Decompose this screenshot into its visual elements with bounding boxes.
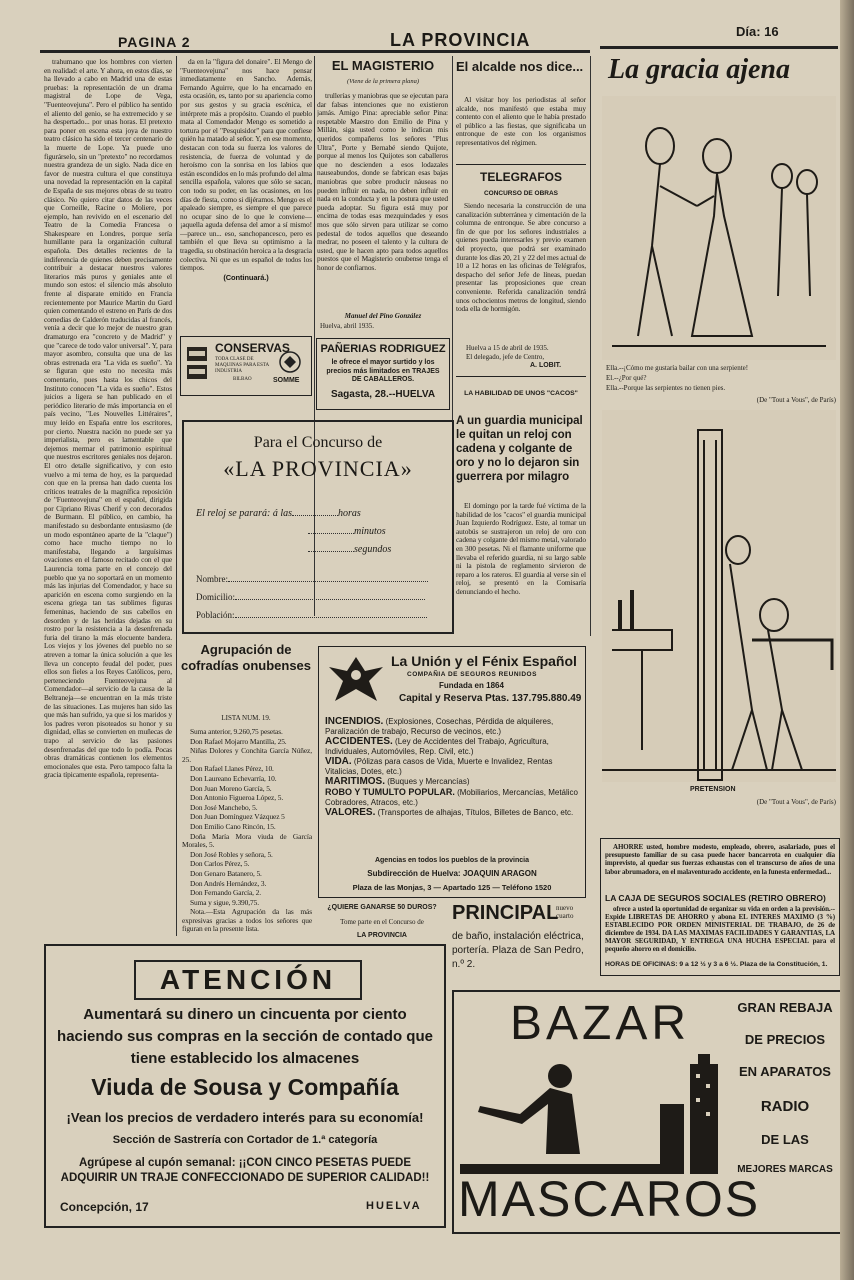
column-divider bbox=[452, 56, 453, 426]
panerias-text: le ofrece el mayor surtido y los precios más limitados en TRAJES DE CABALLEROS. bbox=[326, 359, 440, 383]
union-item-text: (Explosiones, Cosechas, Pérdida de alquileres, Paralización de trabajo, Recurso de vecinos, etc.) bbox=[325, 717, 554, 736]
alcalde-title: El alcalde nos dice... bbox=[456, 59, 584, 74]
atencion-company: Viuda de Sousa y Compañía bbox=[91, 1074, 399, 1100]
concurso-paper: «LA PROVINCIA» bbox=[223, 456, 413, 481]
header-rule-right bbox=[600, 46, 838, 49]
caja-hours: HORAS DE OFICINAS: 9 a 12 ½ y 3 a 6 ½. Plaza de la Constitución, 1. bbox=[605, 961, 828, 968]
article-text: Al visitar hoy los periodistas al señor alcalde, nos manifestó que estaba muy contento con el aliento que le había prestado el público a las fiestas, que significaba un entronque de este con los organismos representativos del régimen. bbox=[456, 96, 586, 147]
union-item-head: ROBO Y TUMULTO POPULAR. bbox=[325, 787, 455, 797]
somme-logo bbox=[277, 351, 303, 373]
gracia-caption-2: El.--¿Por qué? bbox=[606, 374, 647, 382]
atencion-address: Concepción, 17 bbox=[60, 1200, 149, 1214]
poblacion-label: Población: bbox=[196, 610, 235, 620]
bazar-aparatos: EN APARATOS bbox=[739, 1064, 831, 1079]
union-item-text: (Mobiliarios, Mercancías, Metálico Cobradores, Atracos, etc.) bbox=[325, 788, 579, 807]
union-item bbox=[325, 737, 579, 757]
phoenix-emblem-icon bbox=[325, 651, 387, 707]
union-subdir: Subdirección de Huelva: JOAQUIN ARAGON bbox=[367, 869, 537, 878]
telegrafos-role: El delegado, jefe de Centro, bbox=[466, 353, 545, 361]
minutos-row bbox=[308, 526, 386, 537]
telegrafos-sign: A. LOBIT. bbox=[530, 362, 562, 369]
caja-title: LA CAJA DE SEGUROS SOCIALES (RETIRO OBRERO) bbox=[605, 893, 826, 903]
caja-seguros-ad bbox=[600, 838, 840, 976]
cofradias-line: Don Genaro Batanero, 5. bbox=[190, 868, 262, 878]
union-item bbox=[325, 757, 579, 777]
telegrafos-sub: CONCURSO DE OBRAS bbox=[483, 190, 559, 197]
principal-text: de baño, instalación eléctrica, portería. Plaza de San Pedro, n.º 2. bbox=[452, 931, 584, 970]
cofradias-line: Don Antonio Figueroa López, 5. bbox=[190, 793, 284, 803]
bazar-de-las: DE LAS bbox=[761, 1132, 809, 1147]
panerias-address: Sagasta, 28.--HUELVA bbox=[330, 389, 436, 400]
atencion-line-3: tiene establecido los almacenes bbox=[130, 1050, 360, 1067]
union-item-head: VALORES. bbox=[325, 807, 376, 818]
article-column-2 bbox=[180, 58, 312, 328]
telegrafos-title: TELEGRAFOS bbox=[479, 170, 562, 184]
concurso-title: Para el Concurso de bbox=[253, 434, 383, 451]
cofradias-line: Don Carlos Pérez, 5. bbox=[190, 859, 250, 869]
bazar-precios: DE PRECIOS bbox=[744, 1032, 826, 1047]
segundos-label: segundos bbox=[354, 544, 392, 555]
union-item bbox=[325, 777, 579, 787]
cans-icon bbox=[185, 343, 211, 387]
conservas-city: BILBAO bbox=[233, 377, 252, 382]
cofradias-line: Don José Manchebo, 5. bbox=[190, 802, 258, 812]
poblacion-field[interactable] bbox=[235, 617, 427, 618]
segundos-row bbox=[308, 544, 391, 555]
atencion-line-2: haciendo sus compras en la sección de contado que bbox=[57, 1028, 433, 1045]
cofradias-line: Don Andrés Hernández, 3. bbox=[190, 878, 267, 888]
guardia-kicker: LA HABILIDAD DE UNOS "CACOS" bbox=[464, 390, 578, 397]
duros-paper: LA PROVINCIA bbox=[357, 932, 407, 939]
article-text: trullerías y maniobras que se ejecutan para dar falsas intenciones que no existieron jamás. Amigo Pina: apreciable señor Pina: respetable Maestro don Emilio de Pina y Millán, siga usted como le indican mis queridos compañeros los señores "Plus Ultra", Porte y Bernabé siendo Quijote, porque al menos los Quijotes son caballeros que no descienden a esos lodazales nauseabundos, donde se fabrican esas bajas maniobras que sobre producir náuseas no pueden influir en nada, no deben influir en nada en la conducta y en la postura que usted pueda adoptar. Su figura está muy por encima de todas esas mezquindades y esos mos que sólo sirven para utilizar se como pedestal de todos aquellos que deseando medrar, no poseen el talento y la cultura de usted, que le hacen apto para todos aquellos puestos que el Magisterio onubense tenga el honor de confiarnos. bbox=[317, 92, 448, 272]
union-address: Plaza de las Monjas, 3 — Apartado 125 — Teléfono 1520 bbox=[352, 883, 552, 892]
cofradias-list bbox=[182, 728, 312, 940]
bazar-illustration bbox=[460, 1054, 730, 1174]
gracia-caption-3: Ella.--Porque las serpientes no tienen pies. bbox=[606, 384, 726, 392]
guardia-title: A un guardia municipal le quitan un reloj con cadena y colgante de oro y no lo dejaron sin guerrera por milagro bbox=[456, 415, 583, 483]
dancing-couple-illustration bbox=[602, 96, 836, 360]
cofradias-line: Don Fernando García, 2. bbox=[190, 888, 261, 898]
union-title: La Unión y el Fénix Español bbox=[391, 653, 577, 669]
bazar-title: BAZAR bbox=[510, 997, 691, 1050]
nombre-label: Nombre: bbox=[196, 574, 228, 584]
union-fenix-ad bbox=[318, 646, 586, 898]
union-item bbox=[325, 787, 579, 808]
bazar-name: MASCAROS bbox=[458, 1171, 761, 1227]
atencion-cupon: Agrúpese al cupón semanal: ¡¡CON CINCO PESETAS PUEDE ADQUIRIR UN TRAJE CONFECCIONADO DE SUPERIOR CALIDAD!! bbox=[60, 1157, 430, 1184]
gracia-source-2: (De "Tout a Vous", de París) bbox=[756, 798, 836, 806]
gracia-title: La gracia ajena bbox=[608, 54, 790, 85]
union-item-head: MARITIMOS. bbox=[325, 776, 385, 787]
union-item bbox=[325, 808, 579, 818]
concurso-coupon[interactable] bbox=[182, 420, 454, 634]
conservas-title: CONSERVAS bbox=[215, 341, 290, 355]
section-rule bbox=[456, 164, 586, 165]
header-rule bbox=[40, 50, 590, 53]
masthead: LA PROVINCIA bbox=[390, 30, 531, 50]
cofradias-line: Don Emilio Cano Rincón, 15. bbox=[190, 821, 276, 831]
horas-label: horas bbox=[338, 508, 361, 519]
cofradias-line: Doña María Mora viuda de García Morales, 5. bbox=[182, 831, 312, 850]
panerias-ad bbox=[316, 338, 450, 410]
dance-cartoon bbox=[602, 96, 836, 360]
panerias-title: PAÑERIAS RODRIGUEZ bbox=[320, 343, 446, 355]
atencion-sastreria: Sección de Sastrería con Cortador de 1.ª categoría bbox=[112, 1134, 378, 1146]
union-item-head: VIDA. bbox=[325, 756, 352, 767]
union-founded: Fundada en 1864 bbox=[439, 681, 504, 690]
article-text: Siendo necesaria la construcción de una canalización subterránea y cimentación de la columna de entronque. Se abre concurso a fin de que por los señores industriales a quienes pueda interesarles y previo examen del proyecto, que podrá ser examinado durante los días 20, 21 y 22 del mes actual de 10 a 12 horas en las oficinas de Telégrafos, despacho del señor Jefe de líneas, puedan presentar las proposiciones que crean conveniente. Referida canalización tendrá unos ochocientos metros de longitud, siendo toda ella de hormigón. bbox=[456, 202, 586, 314]
pretension-cartoon bbox=[602, 410, 836, 782]
caja-intro bbox=[605, 843, 835, 891]
atencion-city: HUELVA bbox=[366, 1200, 422, 1212]
segundos-field[interactable] bbox=[308, 551, 354, 552]
somme-brand: SOMME bbox=[273, 377, 300, 384]
article-text: da en la "figura del donaire". El Mengo de "Fuenteovejuna" nos hace pensar inmediatamente en Sancho. Además, Fernando Aguirre, que lo ha encarnado en esta ocasión, es, tanto por su apariencia como por sus gestos y su gracia escénica, el intérprete más a propósito. Cuando el pueblo mata al Comendador Mengo es sometido a tortura por el "Pesquisidor" para que confiese quién ha matado al señor. Y, en ese momento, destacan con toda su fuerza los valores de resistencia, de fuerza de voluntad y de heroísmo con la sonrisa en los labios que están escondidos en lo más profundo del alma sencilla española, valores que sólo se sacan, con todo su poder, en las ocasiones, en los días de fiesta, como si dijéramos. Mengo es el apaleado siempre, es siempre el que parece no ocupar sino de lo que le conviene—¡aquella aguda defensa del amor a sí mismo!—parece un... eso, sanchopancesco, pero es también el que lleva su optimismo a la tragedia, su obstinación heroica a la desgracia colectiva. Ni que es un español de todos los tiempos. bbox=[180, 58, 312, 273]
cofradias-line: Don Rafael Mojarro Mantilla, 25. bbox=[190, 736, 287, 746]
cofradias-line: Don Rafael Llanes Pérez, 10. bbox=[190, 764, 274, 774]
domicilio-label: Domicilio: bbox=[196, 592, 235, 602]
union-item-text: (Pólizas para casos de Vida, Muerte e Invalidez, Rentas Vitalicias, Dotes, etc.) bbox=[325, 757, 553, 776]
duros-text: Tome parte en el Concurso de bbox=[340, 918, 424, 926]
union-items bbox=[325, 717, 579, 818]
domicilio-row bbox=[196, 592, 425, 602]
continued-label: (Continuará.) bbox=[223, 272, 269, 282]
magisterio-text bbox=[317, 92, 448, 310]
atencion-ad bbox=[44, 944, 446, 1228]
bazar-rebaja: GRAN REBAJA bbox=[737, 1000, 833, 1015]
pretension-caption: PRETENSION bbox=[690, 786, 736, 793]
gracia-caption-1: Ella.--¡Cómo me gustaría bailar con una serpiente! bbox=[606, 364, 749, 372]
horas-field[interactable] bbox=[292, 515, 338, 516]
nombre-field[interactable] bbox=[228, 581, 428, 582]
article-text: trahumano que los hombres con vierten en realidad: el arte. Y ahora, en estos días, se ha llevado a cabo en Madrid una de estas pruebas: la representación de un drama magistral de Lope de Vega, "Fuenteovejuna". Pero el público ha sentido el aliento del genio, se ha extremecido y se ha despertado... por unas horas. El pretexto para poner en escena esta joya de nuestro teatro clásico ha sido el tercer centenario de la muerte de Lope. Ya puede uno figurárselo, sin un "pretexto" no recordamos nuestra grandeza de un siglo. Nada dice en favor de nuestra cultura el que constituya una novedad la representación en la capital de España de sus mejores obras de su teatro clásico. No quiero citar datos de las veces que Corneille, Racine o Moliere, por ejemplo, han revivido en el escenario del Teatro de la Comedia Francesa o Shakespeare en Londres, porque sería humillante para la organización cultural española. Des detalles recientes de la indiferencia de quienes deben precisamente contribuir a destacar nuestros valores literarios más puros y geniales ante el mundo son estos: el silencio más absoluto frente al disparate emitido en Francia recientemente por Maurice Martin du Gard quien comentando el estreno en París de dos comedias de Calderón traducidas al francés, venía a decir que lo mejor de nuestro gran dramaturgo era "concreto y de Madrid" y que "carece de todo valor universal". Y, para mayor asombro, consulta que una de las obras estrenada era "La vida es sueño". Ya se figuran que esto no necesita más comentario, pues hasta los chicos del Instituto conocen "La vida es sueño". Estos juicios a ligera se han publicado en el periódico literario de más importancia en el país vecino, "Les Nouvelles Littéraires", muy leído en España entre los escritores, por cierto. Nuestra nación no puede ser ya imperialista, pero es lamentable que dejemos mermar el patrimonio espiritual que nuestros escritores geniales nos dejaron. El otro detalle significativo, y con esto vuelvo a mi tema de hoy, es la parquedad con que en la prensa han dado cuenta los críticos teatrales de la magnífica reposición de "Fuenteovejuna" en el español, dirigida por Cipriano Rivas Cherif y con decorados de Burmann. El público, en cambio, ha manifestado su desbordante entusiasmo (de un modo espontáneo aparte de la "claque") como hace mucho tiempo no lo manifestaba, llegando a larguísimas ovaciones en el famoso recitado con el que Laurencia toma parte en el concejo del pueblo que ya no soportará en un momento más las injurias del Comendador, y hace su aparición en escena como surgiendo en la escena griega tan tas sublimes figuras femeninas, haciendo de sus cabellos en desorden y de las heridas dejadas en su rostro por la resistencia a la desenfrenada furia del tirano la más elocuente bandera. Los viejos y los jóvenes del pueblo no se atreven a tomar la única solución a que les lleva un concepto feudal del poder, pues ellos son fieles a los Reyes Católicos, pero, perteneciendo Fuenteovejuna al Comendador—al servicio de la causa de la Beltraneja—se encuentran en la más triste de las situaciones. Las mujeres han sido las que más han sufrido, ya que si los maridos y los padres veron pisoteados su honor y su dignidad, ellas se convierten en muñecas de trapo al servicio de las pasiones desenfrenadas del que todo lo podía. Pocas obras dramáticas contienen los elementos emocionales que esta. Pero tampoco falta la gracia típicamente española, representa- bbox=[44, 58, 172, 780]
atencion-line-1: Aumentará su dinero un cincuenta por ciento bbox=[83, 1006, 407, 1023]
poblacion-row bbox=[196, 610, 427, 620]
bazar-radio: RADIO bbox=[760, 1098, 810, 1115]
union-capital: Capital y Reserva Ptas. 137.795.880.49 bbox=[399, 693, 582, 704]
telegrafos-date: Huelva a 15 de abril de 1935. bbox=[466, 344, 549, 352]
article-text: El domingo por la tarde fué víctima de la habilidad de los "cacos" el guardia municipal Juan Izquierdo Rodríguez. Este, al tomar un autobús se sustrajeron un reloj de oro con cadena y colgante del mismo metal, valorado en 300 pesetas. Ni el flamante uniforme que llevaba el referido guardia, ni su largo sable ni la pistola de reglamento sirvieron de reparo a los rateros. El guardia al verse sin el reloj, se presentó en la Comisaría denunciando el hecho. bbox=[456, 502, 586, 596]
duros-question: ¿QUIERE GANARSE 50 DUROS? bbox=[327, 904, 437, 911]
cofradias-title: Agrupación de cofradías onubenses bbox=[180, 642, 312, 673]
union-item bbox=[325, 717, 579, 737]
cofradias-line: Nota.—Esta Agrupación da las más expresivas gracias a todos los señores que figuran en la presente lista. bbox=[182, 907, 312, 934]
magisterio-subtitle: (Viene de la primera plana) bbox=[346, 78, 420, 85]
caja-body bbox=[605, 905, 835, 961]
conservas-ad bbox=[180, 336, 312, 396]
principal-title: PRINCIPAL bbox=[452, 902, 559, 924]
cofradias-line: Don Juan Domínguez Vázquez 5 bbox=[190, 812, 285, 822]
union-item-head: INCENDIOS. bbox=[325, 716, 384, 727]
concurso-clock-label bbox=[196, 508, 361, 519]
telegrafos-text bbox=[456, 202, 586, 342]
concurso-clock: El reloj se parará: á las bbox=[196, 508, 293, 519]
bazar-ad bbox=[452, 990, 844, 1234]
domicilio-field[interactable] bbox=[235, 599, 425, 600]
cofradias-line: Don Laureano Echevarría, 10. bbox=[190, 773, 277, 783]
atencion-slogan: ¡Vean los precios de verdadero interés para su economía! bbox=[66, 1110, 424, 1125]
page-number: PAGINA 2 bbox=[118, 34, 191, 50]
union-sub: COMPAÑIA DE SEGUROS REUNIDOS bbox=[407, 671, 537, 678]
conservas-sub: TODA CLASE DE MAQUINAS PARA ESTA INDUSTRIA bbox=[215, 357, 269, 374]
gracia-source-1: (De "Tout a Vous", de París) bbox=[756, 396, 836, 404]
atencion-title: ATENCIÓN bbox=[134, 960, 362, 1000]
cofradias-list-number: LISTA NUM. 19. bbox=[221, 714, 271, 722]
article-column-1 bbox=[44, 58, 172, 938]
union-agencies: Agencias en todos los pueblos de la provincia bbox=[374, 857, 530, 864]
union-item-text: (Transportes de alhajas, Títulos, Billetes de Banco, etc. bbox=[377, 808, 574, 817]
union-item-text: (Ley de Accidentes del Trabajo, Agricultura, Individuales, Automóviles, Rep. Civil, etc.) bbox=[325, 737, 549, 756]
cofradias-line: Niñas Dolores y Conchita García Núñez, 25. bbox=[182, 746, 312, 764]
cofradias-line: Suma y sigue, 9.390,75. bbox=[190, 897, 259, 907]
column-divider bbox=[590, 56, 591, 636]
union-item-head: ACCIDENTES. bbox=[325, 736, 393, 747]
guardia-text bbox=[456, 502, 586, 632]
minutos-field[interactable] bbox=[308, 533, 354, 534]
principal-nuevo: nuevo cuarto bbox=[556, 904, 574, 921]
pretension-illustration bbox=[602, 410, 836, 782]
magisterio-title: EL MAGISTERIO bbox=[331, 58, 435, 73]
magisterio-signature: Manuel del Pino González bbox=[344, 312, 422, 320]
caja-intro-text: AHORRE usted, hombre modesto, empleado, obrero, asalariado, pues el presupuesto familiar de su casa puede hacer bancarrota en cualquier día imprevisto, al quedar sus fuerzas exhaustas con el transcurso de años de una labor abrumadora, en el malaventurado accidente, en la funesta enfermedad... bbox=[605, 843, 835, 876]
alcalde-text bbox=[456, 96, 586, 162]
minutos-label: minutos bbox=[354, 526, 386, 537]
magisterio-place: Huelva, abril 1935. bbox=[320, 322, 375, 330]
cofradias-line: Don Juan Moreno García, 5. bbox=[190, 783, 272, 793]
page-day: Día: 16 bbox=[736, 24, 779, 39]
nombre-row bbox=[196, 574, 428, 584]
cofradias-line: Suma anterior, 9.260,75 pesetas. bbox=[190, 728, 283, 736]
bazar-marcas: MEJORES MARCAS bbox=[737, 1164, 833, 1175]
column-divider bbox=[176, 56, 177, 936]
caja-body-text: ofrece a usted la oportunidad de organizar su vida en orden a la previsión.--Expide LIBRETAS DE AHORRO y abona EL INTERES MAXIMO (3 %) ESTABLECIDO POR ORDEN MINISTERIAL DE TRABAJO, de 26 de diciembre de 1934. DA LAS MAXIMAS FACILIDADES Y GARANTIAS, LA MAYOR SEGURIDAD, Y ENTREGA UNA HUCHA ESPECIAL para el pequeño ahorro en el domicilio. bbox=[605, 905, 835, 953]
section-rule bbox=[456, 376, 586, 377]
union-item-text: (Buques y Mercancías) bbox=[387, 777, 470, 786]
cofradias-line: Don José Robles y señora, 5. bbox=[190, 849, 273, 859]
page-edge bbox=[840, 0, 854, 1280]
